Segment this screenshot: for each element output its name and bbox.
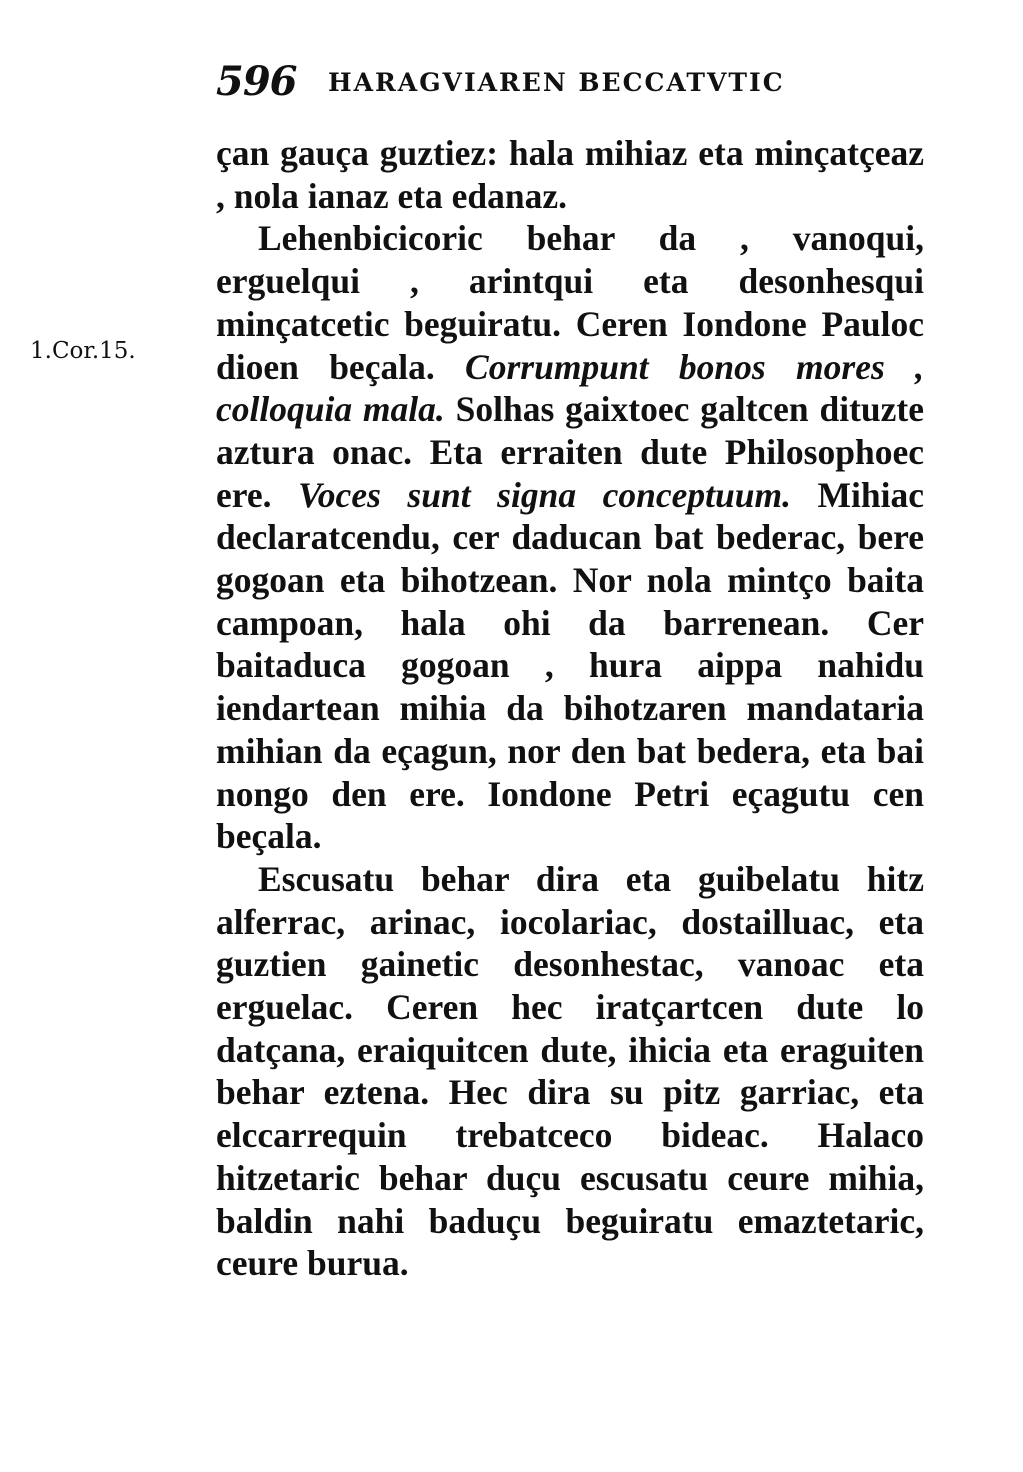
latin-quotation: Voces sunt signa conceptuum.: [298, 474, 791, 515]
paragraph-text: Solhas gaixtoec galtcen dituzte aztura onac. Eta erraiten dute Philosophoec ere.: [216, 389, 924, 515]
page-header: [216, 58, 936, 108]
page-number: 596: [216, 58, 297, 105]
paragraph-text: Escusatu behar dira eta guibelatu hitz alferrac, arinac, iocolariac, dostailluac, eta guztien gainetic desonhestac, vanoac eta erguelac. Ceren hec iratçartcen dute lo datçana, eraiquitcen dute, ihicia eta eraguiten behar eztena. Hec dira su pitz garriac, eta elccarrequin trebatceco bideac. Halaco hitzetaric behar duçu escusatu ceure mihia, baldin nahi baduçu beguiratu emaztetaric, ceure burua.: [216, 858, 924, 1284]
latin-quotation: Corrumpunt bonos mores , colloquia mala.: [216, 346, 924, 430]
running-head: HARAGVIAREN BECCATVTIC: [328, 68, 785, 97]
paragraph-1: [216, 132, 924, 217]
paragraph-2: [216, 217, 924, 858]
margin-reference: 1.Cor.15.: [30, 338, 136, 364]
paragraph-text: Lehenbicicoric behar da , vanoqui, erguelqui , arintqui eta desonhesqui minçatcetic beguiratu. Ceren Iondone Pauloc dioen beçala.: [216, 218, 924, 387]
paragraph-3: [216, 858, 924, 1285]
paragraph-text: Mihiac declaratcendu, cer daducan bat bederac, bere gogoan eta bihotzean. Nor nola mintço baita campoan, hala ohi da barrenean. Cer baitaduca gogoan , hura aippa nahidu iendartean mihia da bihotzaren mandataria mihian da eçagun, nor den bat bedera, eta bai nongo den ere. Iondone Petri eçagutu cen beçala.: [216, 474, 924, 857]
paragraph-text: çan gauça guztiez: hala mihiaz eta minçatçeaz , nola ianaz eta edanaz.: [216, 133, 924, 216]
body-text: [216, 132, 924, 1285]
